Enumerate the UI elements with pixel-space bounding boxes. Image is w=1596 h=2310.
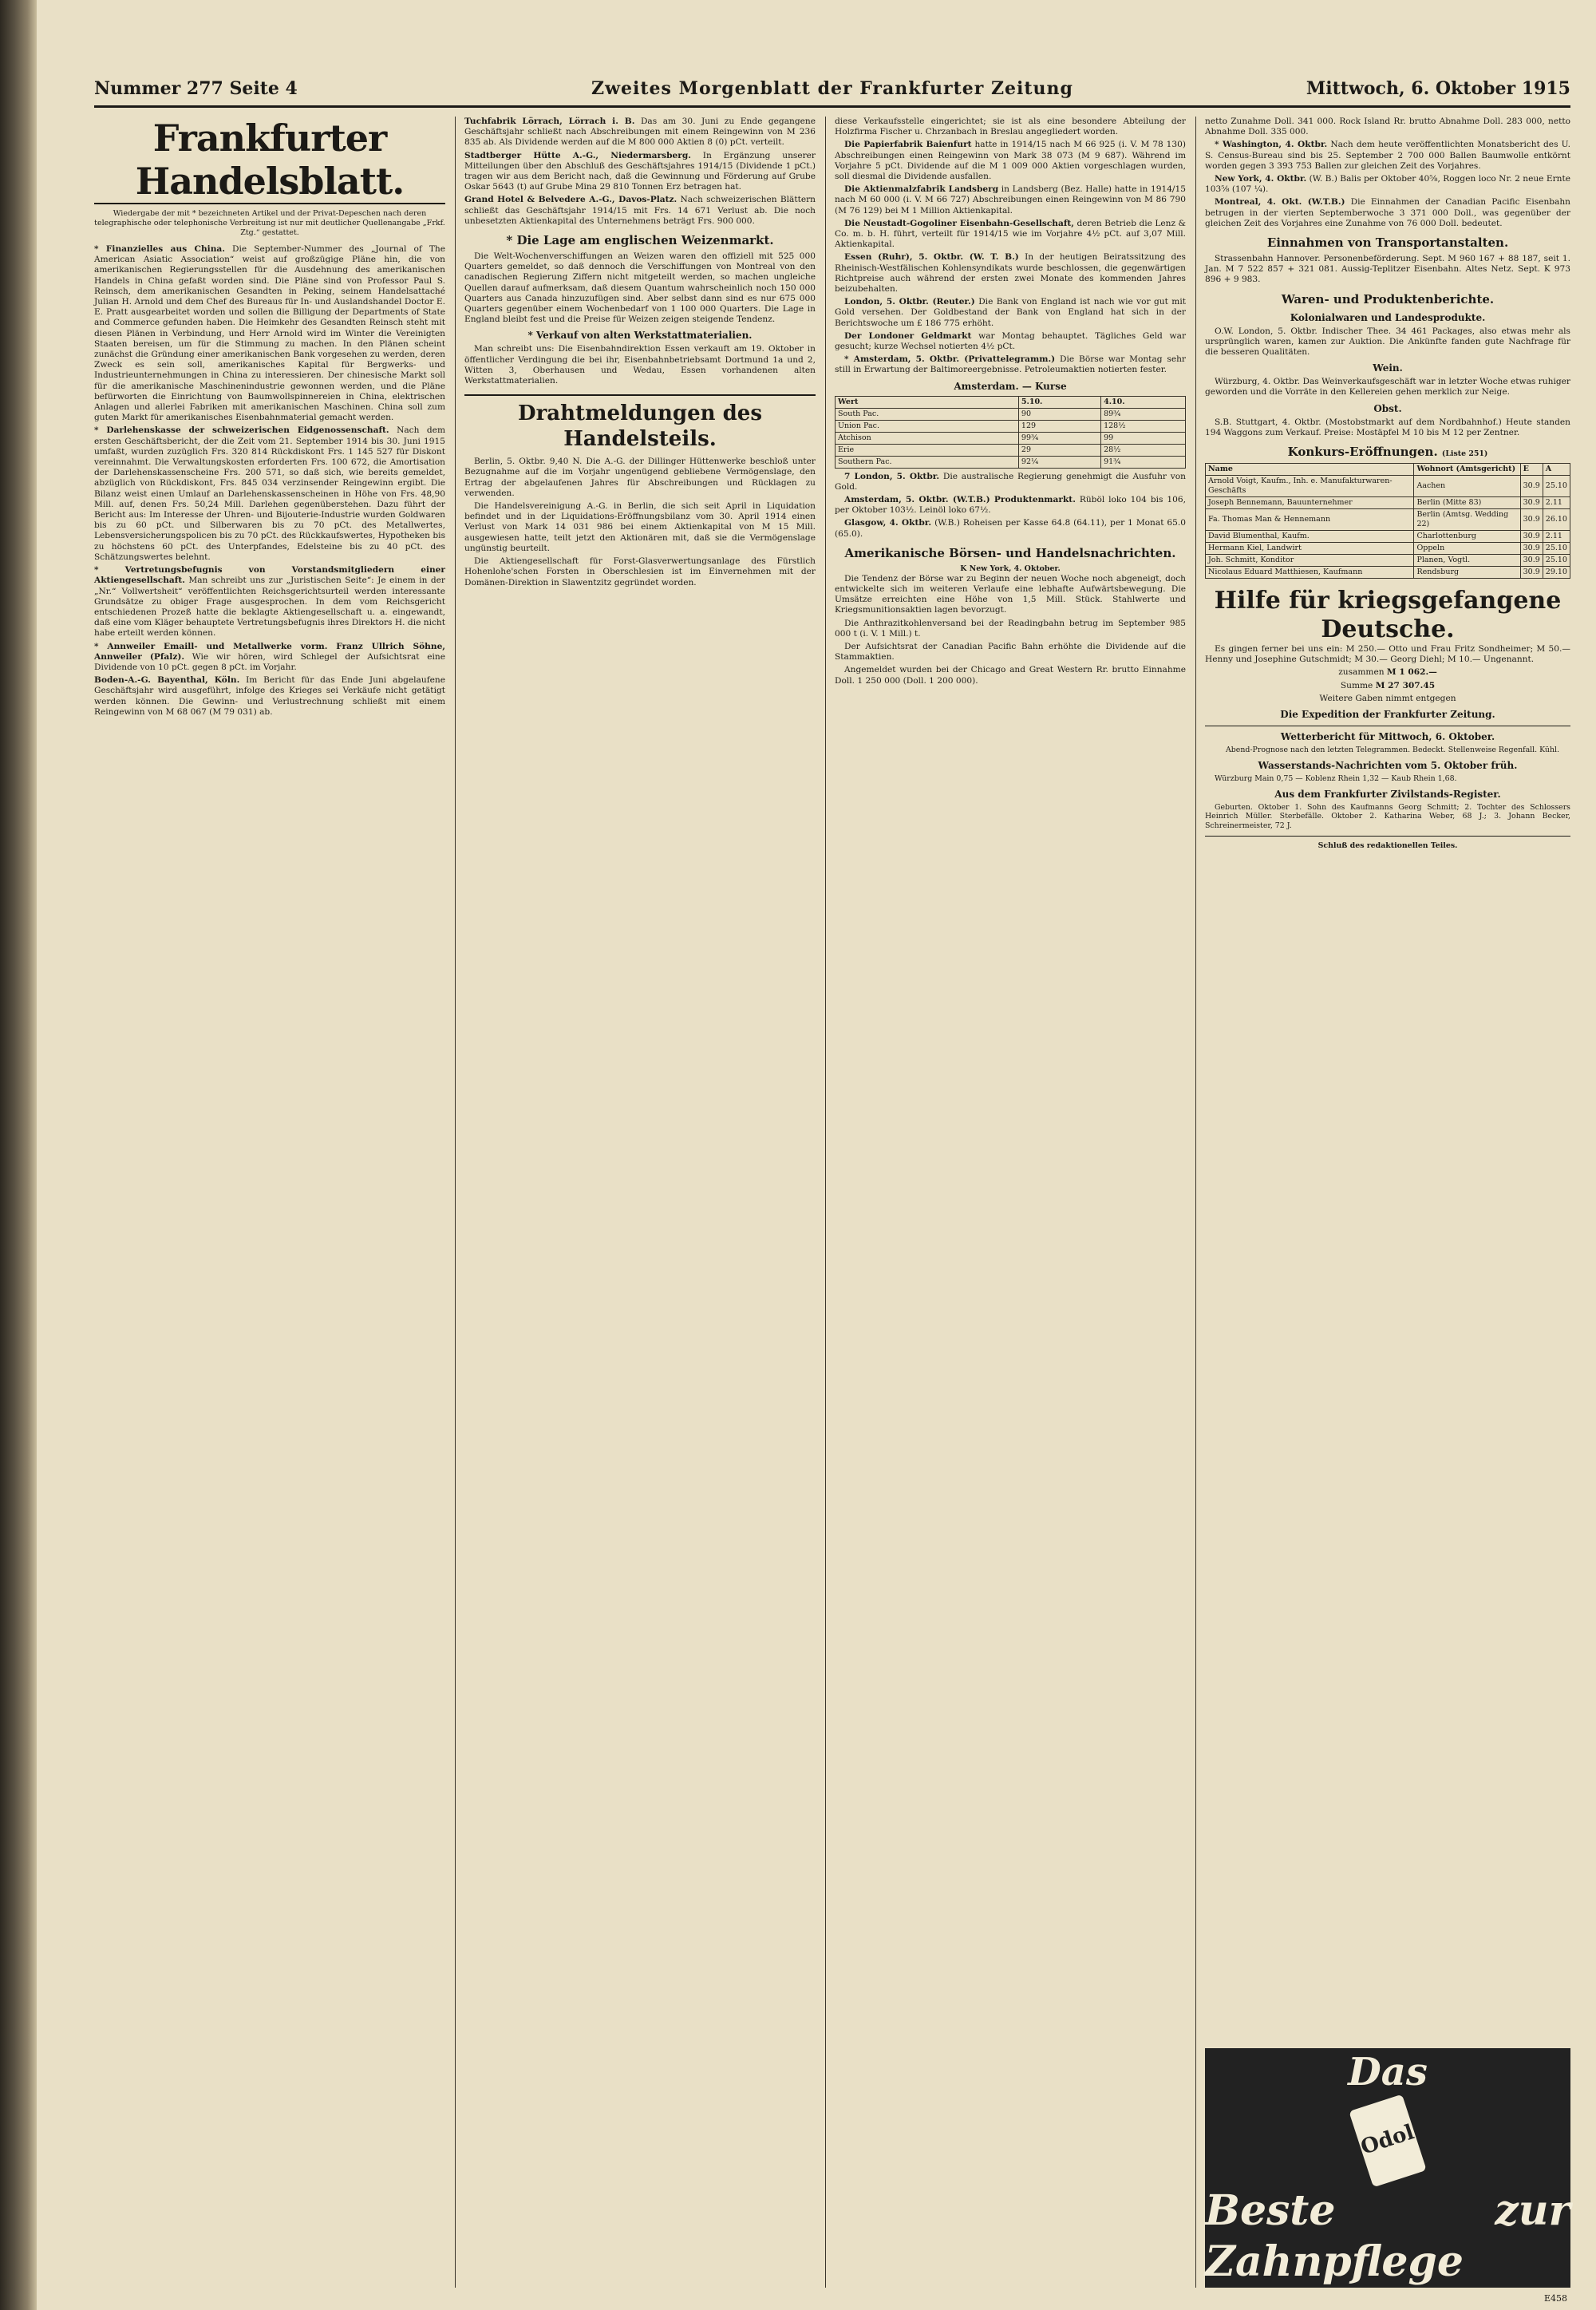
article-title: Die Neustadt-Gogoliner Eisenbahn-Gesellschaft,	[844, 218, 1074, 228]
table-cell: 2.11	[1543, 531, 1570, 543]
table-cell: Joseph Bennemann, Bauunternehmer	[1206, 497, 1414, 509]
table-cell: Aachen	[1414, 476, 1520, 497]
table-cell: 2.11	[1543, 497, 1570, 509]
table-cell: David Blumenthal, Kaufm.	[1206, 531, 1414, 543]
table-cell: Charlottenburg	[1414, 531, 1520, 543]
table-cell: Union Pac.	[836, 420, 1019, 432]
article-title: * Amsterdam, 5. Oktbr. (Privattelegramm.)	[844, 354, 1056, 365]
article-title: Der Londoner Geldmarkt	[844, 330, 972, 341]
table-cell: Joh. Schmitt, Konditor	[1206, 555, 1414, 567]
table-cell: 25.10	[1543, 476, 1570, 497]
dateline: K New York, 4. Oktober.	[960, 564, 1061, 573]
article-text: Die Einnahmen der Canadian Pacific Eisenbahn betrugen in der vierten Septemberwoche 3 371 000 Doll., was gegenüber der gleichen Zeit des Vorjahres eine Zunahme von 76 000 Doll. bedeutet.	[1205, 197, 1571, 228]
column-divider	[825, 117, 826, 2288]
column-4	[1205, 117, 1571, 2304]
article-title: New York, 4. Oktbr.	[1215, 174, 1307, 184]
table-cell: 28½	[1101, 444, 1186, 456]
civil-register-text: Geburten. Oktober 1. Sohn des Kaufmanns Georg Schmitt; 2. Tochter des Schlossers Heinrich Müller. Sterbefälle. Oktober 2. Katharina Weber, 68 J.; 3. Johann Becker, Schreinermeister, 72 J.	[1205, 802, 1570, 831]
article-title: Boden-A.-G. Bayenthal, Köln.	[94, 675, 240, 686]
table-cell: 25.10	[1543, 543, 1570, 555]
table-cell: 99	[1101, 432, 1186, 444]
article-text: Nach schweizerischen Blättern schließt das Geschäftsjahr 1914/15 mit Frs. 14 671 Verlust ab. Die noch unbesetzten Aktienkapital des Unternehmens beträgt Frs. 900 000.	[464, 195, 816, 226]
article-title: Montreal, 4. Okt. (W.T.B.)	[1215, 197, 1345, 208]
section-heading: Waren- und Produktenberichte.	[1281, 291, 1495, 307]
table-row	[836, 420, 1186, 432]
donation-note: Weitere Gaben nimmt entgegen	[1319, 693, 1456, 703]
table-cell: 90	[1018, 408, 1100, 420]
signature-line: Die Expedition der Frankfurter Zeitung.	[1280, 709, 1495, 721]
table-row	[1206, 555, 1570, 567]
table-cell: Erie	[836, 444, 1019, 456]
article-text: In Ergänzung unserer Mitteilungen über den Abschluß des Geschäftsjahres 1914/15 (Dividende 1 pCt.) tragen wir aus dem Bericht nach, daß die Gewinnung und Förderung auf Grube Oskar 5643 (t) auf Grube Mina 29 810 Tonnen Erz betragen hat.	[464, 150, 816, 192]
article-title: London, 5. Oktbr. (Reuter.)	[844, 297, 975, 307]
table-cell: South Pac.	[836, 408, 1019, 420]
article-text: war Montag behauptet. Tägliches Geld war gesucht; kurze Wechsel notierten 4½ pCt.	[835, 330, 1187, 352]
article-text: Nach dem ersten Geschäftsbericht, der die Zeit vom 21. September 1914 bis 30. Juni 1915 umfaßt, wurden zuzüglich Frs. 320 814 Rückdiskont Frs. 1 145 527 für Diskont vereinnahmt. Die Verwaltungskosten erforderten Frs. 100 672, die Amortisation der Darlehenskassenscheine Frs. 200 571, so daß sich, wie bereits gemeldet, abzüglich von Rückdiskont, Frs. 845 034 verzinsender Reingewinn ergibt. Die Bilanz weist einen Umlauf an Darlehenskassenscheinen in Höhe von Frs. 48,90 Mill. auf, denen Frs. 50,24 Mill. Darlehen gegenüberstehen. Dazu führt der Bericht aus: Im Interesse der Uhren- und Bijouterie-Industrie wurden Goldwaren bis zu 60 pCt. und Silberwaren bis zu 70 pCt. des Metallwertes, Lebensversicherungspolicen bis zu 70 pCt. des Rückkaufswertes, Hypotheken bis zu höchstens 60 pCt. des Unterpfandes, Edelsteine bis zu 40 pCt. des Schätzungswertes belehnt.	[94, 425, 445, 562]
table-cell: 25.10	[1543, 555, 1570, 567]
table-cell: 99¾	[1018, 432, 1100, 444]
divider	[1205, 836, 1570, 837]
table-cell: 30.9	[1520, 543, 1543, 555]
article-text: Man schreibt uns zur „Juristischen Seite“: Je einem in der „Nr.“ Vollwertsheit“ veröffentlichten Reichsgerichtsurteil werden interessante Grundsätze zu obiger Frage ausgesprochen. In dem vom Reichsgericht entschiedenen Prozeß hatte die beklagte Aktiengesellschaft u. a. eingewandt, daß eine vom Kläger behauptete Vertretungsbefugnis ihres Direktors H. die nicht habe erteilt werden können.	[94, 576, 445, 639]
article-text: Im Bericht für das Ende Juni abgelaufene Geschäftsjahr wird ausgeführt, infolge des Krieges sei Verkäufe nicht getätigt werden können. Die Gewinn- und Verlustrechnung schließt mit einem Reingewinn von M 68 067 (M 79 031) ab.	[94, 675, 445, 717]
masthead-note: Wiedergabe der mit * bezeichneten Artikel und der Privat-Depeschen nach deren telegraphische oder telephonische Verbreitung ist nur mit deutlicher Quellenangabe „Frkf. Ztg.“ gestattet.	[94, 209, 445, 237]
article-text: diese Verkaufsstelle eingerichtet; sie ist als eine besondere Abteilung der Holzfirma Fischer u. Chrzanbach in Breslau angegliedert worden.	[835, 117, 1186, 137]
konkurs-title: Konkurs-Eröffnungen.	[1287, 445, 1438, 460]
article-text: O.W. London, 5. Oktbr. Indischer Thee. 34 461 Packages, also etwas mehr als ursprünglich waren, kamen zur Auktion. Die Ankünfte fanden gute Nachfrage für die besseren Qualitäten.	[1205, 326, 1570, 358]
article-title: * Finanzielles aus China.	[94, 244, 225, 254]
article-text: Wie wir hören, wird Schlegel der Aufsichtsrat eine Dividende von 10 pCt. gegen 8 pCt. im Vorjahr.	[94, 651, 446, 672]
article-text: Die Börse war Montag sehr still in Erwartung der Baltimoreergebnisse. Petroleumaktien notierten fester.	[835, 354, 1186, 375]
article-text: (W.B.) Roheisen per Kasse 64.8 (64.11), per 1 Monat 65.0 (65.0).	[835, 518, 1187, 539]
newspaper-page	[94, 73, 1571, 2304]
sum-value: M 1 062.—	[1386, 667, 1437, 678]
table-row	[836, 432, 1186, 444]
table-cell: Atchison	[836, 432, 1019, 444]
article-text: netto Zunahme Doll. 341 000. Rock Island Rr. brutto Abnahme Doll. 283 000, netto Abnahme Doll. 335 000.	[1205, 117, 1570, 137]
article-text: Man schreibt uns: Die Eisenbahndirektion Essen verkauft am 19. Oktober in öffentlicher Verdingung die bei ihr, Eisenbahnbetriebsamt Dortmund 1a und 2, Witten 3, Oberhausen und Wedau, Essen vorhandenen alten Werkstattmaterialien.	[464, 344, 816, 386]
table-header: 4.10.	[1101, 396, 1186, 408]
civil-register-heading: Aus dem Frankfurter Zivilstands-Register.	[1274, 788, 1501, 800]
article-text: Die Aktiengesellschaft für Forst-Glasverwertungsanlage des Fürstlich Hohenlohe'schen Forsten in Oberschlesien ist im Einvernehmen mit der Domänen-Direktion in Slawentzitz gegründet worden.	[464, 556, 816, 587]
article-text: Die Tendenz der Börse war zu Beginn der neuen Woche noch abgeneigt, doch entwickelte sich im weiteren Verlaufe eine lebhafte Aufwärtsbewegung. Die Umsätze erreichten eine Höhe von 1,5 Mill. Stück. Stahlwerte und Kriegsmunitionsaktien lagen bevorzugt.	[835, 573, 1186, 615]
article-text: S.B. Stuttgart, 4. Oktbr. (Mostobstmarkt auf dem Nordbahnhof.) Heute standen 194 Waggons zum Verkauf. Preise: Mostäpfel M 10 bis M 12 per Zentner.	[1205, 417, 1570, 437]
charity-heading: Hilfe für kriegsgefangene Deutsche.	[1214, 587, 1562, 644]
article-heading: * Verkauf von alten Werkstattmaterialien.	[527, 330, 753, 342]
printer-mark: E458	[1543, 2292, 1567, 2304]
article-title: 7 London, 5. Oktbr.	[844, 471, 940, 481]
table-row	[836, 456, 1186, 468]
konkurs-list-number: (Liste 251)	[1441, 449, 1488, 459]
table-cell: Rendsburg	[1414, 567, 1520, 579]
article-text: Angemeldet wurden bei der Chicago and Great Western Rr. brutto Einnahme Doll. 1 250 000 (Doll. 1 200 000).	[835, 665, 1186, 686]
article-text: Das am 30. Juni zu Ende gegangene Geschäftsjahr schließt nach Abschreibungen mit einem Reingewinn von M 236 835 ab. Als Dividende werden auf die M 800 000 Aktien 8 (0) pCt. verteilt.	[464, 117, 816, 148]
table-row	[836, 444, 1186, 456]
table-row	[1206, 476, 1570, 497]
article-text: Die September-Nummer des „Journal of The American Asiatic Association“ weist auf großzügige Pläne hin, die von amerikanischen Regierungsstellen für die Ausdehnung des amerikanischen Handels in China gefaßt worden sind. Die Pläne sind von Professor Paul S. Reinsch, dem amerikanischen Gesandten in Peking, seinem Handelsattaché Julian H. Arnold und dem Chef des Bureaus für In- und Auslandshandel Doctor E. E. Pratt ausgearbeitet worden und sollen die Billigung der Departments of State and Commerce gefunden haben. Die Heimkehr des Gesandten Reinsch steht mit diesen Plänen in Verbindung, und Herr Arnold wird im Winter die Vereinigten Staaten bereisen, um für die Stimmung zu machen. In den Plänen scheint zunächst die Gründung einer amerikanischen Bank vorgesehen zu werden, deren Zweck es sein soll, amerikanisches Kapital für Bergwerks- und Industrieunternehmungen in China zu interessieren. Der chinesische Markt soll für die amerikanische Maschinenindustrie gewonnen werden, und die Pläne befürworten die Einrichtung von Baumwollspinnereien in China, elektrischen Anlagen und allerlei Fabriken mit amerikanischen Maschinen. China soll zum guten Markt für amerikanisches Eisenbahnmaterial gemacht werden.	[94, 244, 445, 423]
article-text: Würzburg, 4. Oktbr. Das Weinverkaufsgeschäft war in letzter Woche etwas ruhiger geworden und die Vorräte in den Kellereien gehen merklich zur Neige.	[1205, 377, 1570, 398]
table-header: 5.10.	[1018, 396, 1100, 408]
article-title: Glasgow, 4. Oktbr.	[844, 518, 932, 528]
article-text: Es gingen ferner bei uns ein: M 250.— Otto und Frau Fritz Sondheimer; M 50.— Henny und Josephine Gutschmidt; M 30.— Georg Diehl; M 10.— Ungenannt.	[1205, 644, 1570, 665]
table-cell: 30.9	[1520, 567, 1543, 579]
table-cell: Fa. Thomas Man & Hennemann	[1206, 509, 1414, 531]
table-cell: 89¾	[1101, 408, 1186, 420]
subsection-heading: Wein.	[1373, 362, 1403, 374]
table-header: Wert	[836, 396, 1019, 408]
table-cell: 29	[1018, 444, 1100, 456]
section-heading: Einnahmen von Transportanstalten.	[1266, 235, 1509, 251]
table-cell: Nicolaus Eduard Matthiesen, Kaufmann	[1206, 567, 1414, 579]
table-cell: 26.10	[1543, 509, 1570, 531]
table-cell: 30.9	[1520, 555, 1543, 567]
column-1	[94, 117, 445, 2288]
table-row	[1206, 531, 1570, 543]
article-text: Nach dem heute veröffentlichten Monatsbericht des U. S. Census-Bureau sind bis 25. September 2 700 000 Ballen Baumwolle entkörnt worden gegen 3 393 753 Ballen zur gleichen Zeit des Vorjahres.	[1205, 140, 1570, 171]
article-title: * Washington, 4. Oktbr.	[1215, 140, 1328, 150]
column-3	[835, 117, 1186, 2288]
article-title: Stadtberger Hütte A.-G., Niedermarsberg.	[464, 150, 691, 160]
column-divider	[455, 117, 456, 2288]
article-title: Grand Hotel & Belvedere A.-G., Davos-Platz.	[464, 195, 678, 205]
section-masthead: Frankfurter Handelsblatt.	[94, 117, 445, 204]
table-header: A	[1543, 464, 1570, 476]
table-cell: 129	[1018, 420, 1100, 432]
table-cell: 29.10	[1543, 567, 1570, 579]
article-title: Die Aktienmalzfabrik Landsberg	[844, 184, 999, 195]
article-text: Der Aufsichtsrat der Canadian Pacific Bahn erhöhte die Dividende auf die Stammaktien.	[835, 641, 1186, 663]
table-cell: 128½	[1101, 420, 1186, 432]
section-heading: Amerikanische Börsen- und Handelsnachrichten.	[844, 545, 1176, 560]
total-label: Summe	[1340, 680, 1373, 690]
table-cell: 30.9	[1520, 476, 1543, 497]
subsection-heading: Obst.	[1373, 402, 1402, 414]
article-text: Die Handelsvereinigung A.-G. in Berlin, die sich seit April in Liquidation befindet und in der Liquidations-Eröffnungsbilanz vom 30. April 1914 einen Verlust von Mark 14 031 986 bei einem Aktienkapital von M 15 Mill. ausgewiesen hatte, teilt jetzt den Aktionären mit, daß sie die Vermögenslage ungünstig beurteilt.	[464, 501, 816, 553]
water-level-heading: Wasserstands-Nachrichten vom 5. Oktober früh.	[1258, 759, 1518, 771]
page-number-label: Nummer 277 Seite 4	[94, 78, 298, 99]
ad-text: Das	[1348, 2050, 1428, 2094]
issue-date: Mittwoch, 6. Oktober 1915	[1306, 78, 1570, 99]
table-cell: 30.9	[1520, 509, 1543, 531]
article-text: Die Bank von England ist nach wie vor gut mit Gold versehen. Der Goldbestand der Bank von England hat sich in der Berichtswoche um £ 186 775 erhöht.	[835, 297, 1186, 328]
table-row	[1206, 497, 1570, 509]
table-row	[1206, 509, 1570, 531]
article-text: hatte in 1914/15 nach M 66 925 (i. V. M 78 130) Abschreibungen einen Reingewinn von Mark 38 073 (M 9 687). Während im Vorjahre 5 pCt. Dividende auf die M 1 009 000 Aktien vorgeschlagen wurden, soll diesmal die Dividende ausfallen.	[835, 140, 1186, 182]
konkurs-table	[1205, 463, 1570, 579]
article-title: Essen (Ruhr), 5. Oktbr. (W. T. B.)	[844, 252, 1019, 263]
article-title: Die Papierfabrik Baienfurt	[844, 140, 972, 150]
weather-heading: Wetterbericht für Mittwoch, 6. Oktober.	[1280, 731, 1495, 743]
section-heading	[1205, 445, 1570, 460]
table-cell: Arnold Voigt, Kaufm., Inh. e. Manufakturwaren-Geschäfts	[1206, 476, 1414, 497]
table-cell: 30.9	[1520, 497, 1543, 509]
article-text: (W. B.) Balis per Oktober 40⅝, Roggen loco Nr. 2 neue Ernte 103⅝ (107 ¼).	[1205, 174, 1570, 195]
running-head	[94, 73, 1570, 108]
subsection-heading: Kolonialwaren und Landesprodukte.	[1290, 311, 1486, 323]
article-text: Die Anthrazitkohlenversand bei der Readingbahn betrug im September 985 000 t (i. V. 1 Mill.) t.	[835, 618, 1186, 639]
sum-label: zusammen	[1338, 667, 1385, 678]
table-header: Name	[1206, 464, 1414, 476]
article-title: Amsterdam, 5. Oktbr. (W.T.B.) Produktenmarkt.	[844, 495, 1076, 505]
odol-advertisement	[1205, 2048, 1570, 2288]
table-cell: Berlin (Mitte 83)	[1414, 497, 1520, 509]
article-heading: * Die Lage am englischen Weizenmarkt.	[506, 233, 774, 248]
table-cell: 30.9	[1520, 531, 1543, 543]
newspaper-edition-title: Zweites Morgenblatt der Frankfurter Zeitung	[591, 78, 1073, 99]
article-text: in Landsberg (Bez. Halle) hatte in 1914/15 nach M 60 000 (i. V. M 66 727) Abschreibungen einen Reingewinn von M 86 790 (M 76 129) bei M 1 Million Aktienkapital.	[835, 184, 1186, 216]
table-cell: 91¾	[1101, 456, 1186, 468]
book-binding-edge	[0, 0, 37, 2310]
price-table	[835, 396, 1186, 469]
article-text: Die australische Regierung genehmigt die Ausfuhr von Gold.	[835, 471, 1186, 492]
table-cell: Southern Pac.	[836, 456, 1019, 468]
table-cell: Hermann Kiel, Landwirt	[1206, 543, 1414, 555]
table-cell: Berlin (Amtsg. Wedding 22)	[1414, 509, 1520, 531]
total-value: M 27 307.45	[1375, 680, 1436, 690]
ad-text: Beste zur Zahnpflege	[1205, 2186, 1570, 2286]
article-title: * Vertretungsbefugnis von Vorstandsmitgliedern einer Aktiengesellschaft.	[94, 565, 445, 586]
odol-bottle-logo: Odol	[1349, 2094, 1426, 2188]
table-row	[836, 408, 1186, 420]
column-2	[464, 117, 816, 2288]
article-text: deren Betrieb die Lenz & Co. m. b. H. führt, verteilt für 1914/15 wie im Vorjahre 4½ pCt. auf 3,07 Mill. Aktienkapital.	[835, 218, 1186, 250]
end-of-editorial-note: Schluß des redaktionellen Teiles.	[1317, 841, 1458, 851]
weather-text: Abend-Prognose nach den letzten Telegrammen. Bedeckt. Stellenweise Regenfall. Kühl.	[1226, 746, 1559, 755]
table-row	[1206, 543, 1570, 555]
article-text: In der heutigen Beiratssitzung des Rheinisch-Westfälischen Kohlensyndikats wurde beschlossen, die gegenwärtigen Richtpreise auch während der ersten zwei Monate des kommenden Jahres beizubehalten.	[835, 252, 1186, 295]
water-level-text: Würzburg Main 0,75 — Koblenz Rhein 1,32 — Kaub Rhein 1,68.	[1215, 773, 1457, 783]
article-title: Tuchfabrik Lörrach, Lörrach i. B.	[464, 117, 635, 126]
table-cell: Oppeln	[1414, 543, 1520, 555]
article-text: Rüböl loko 104 bis 106, per Oktober 103½. Leinöl loko 67½.	[835, 495, 1187, 516]
article-title: * Annweiler Emaill- und Metallwerke vorm. Franz Ullrich Söhne, Annweiler (Pfalz).	[94, 641, 445, 662]
article-text: Strassenbahn Hannover. Personenbeförderung. Sept. M 960 167 + 88 187, seit 1. Jan. M 7 522 857 + 321 081. Aussig-Teplitzer Eisenbahn. Altes Netz. Sept. K 973 896 + 9 983.	[1205, 254, 1570, 285]
table-row	[1206, 567, 1570, 579]
article-title: * Darlehenskasse der schweizerischen Eidgenossenschaft.	[94, 425, 389, 436]
section-heading: Drahtmeldungen des Handelsteils.	[464, 394, 816, 452]
article-text: Die Welt-Wochenverschiffungen an Weizen waren den offiziell mit 525 000 Quarters gemeldet, so daß dennoch die Verschiffungen von Montreal von den canadischen Regierung Ziffern nicht mitgeteilt werden, so machen ungleiche Quellen darauf aufmerksam, daß diesem Quantum wahrscheinlich noch 150 000 Quarters aus Canada hinzuzufügen sind. Aber selbst dann sind es nur 675 000 Quarters gegenüber einem Wochenbedarf von 1 100 000 Quarters. Die Lage in England bleibt fest und die Preise für Weizen zeigen steigende Tendenz.	[464, 251, 816, 325]
article-text: Berlin, 5. Oktbr. 9,40 N. Die A.-G. der Dillinger Hüttenwerke beschloß unter Bezugnahme auf die im Vorjahr ungenügend gebliebene Vermögenslage, den Ertrag der abgelaufenen Jahres für Abschreibungen und Rücklagen zu verwenden.	[464, 457, 816, 498]
column-divider	[1195, 117, 1196, 2288]
table-cell: Planen, Vogtl.	[1414, 555, 1520, 567]
table-header: E	[1520, 464, 1543, 476]
table-cell: 92¼	[1018, 456, 1100, 468]
table-header: Wohnort (Amtsgericht)	[1414, 464, 1520, 476]
table-caption: Amsterdam. — Kurse	[954, 380, 1067, 392]
